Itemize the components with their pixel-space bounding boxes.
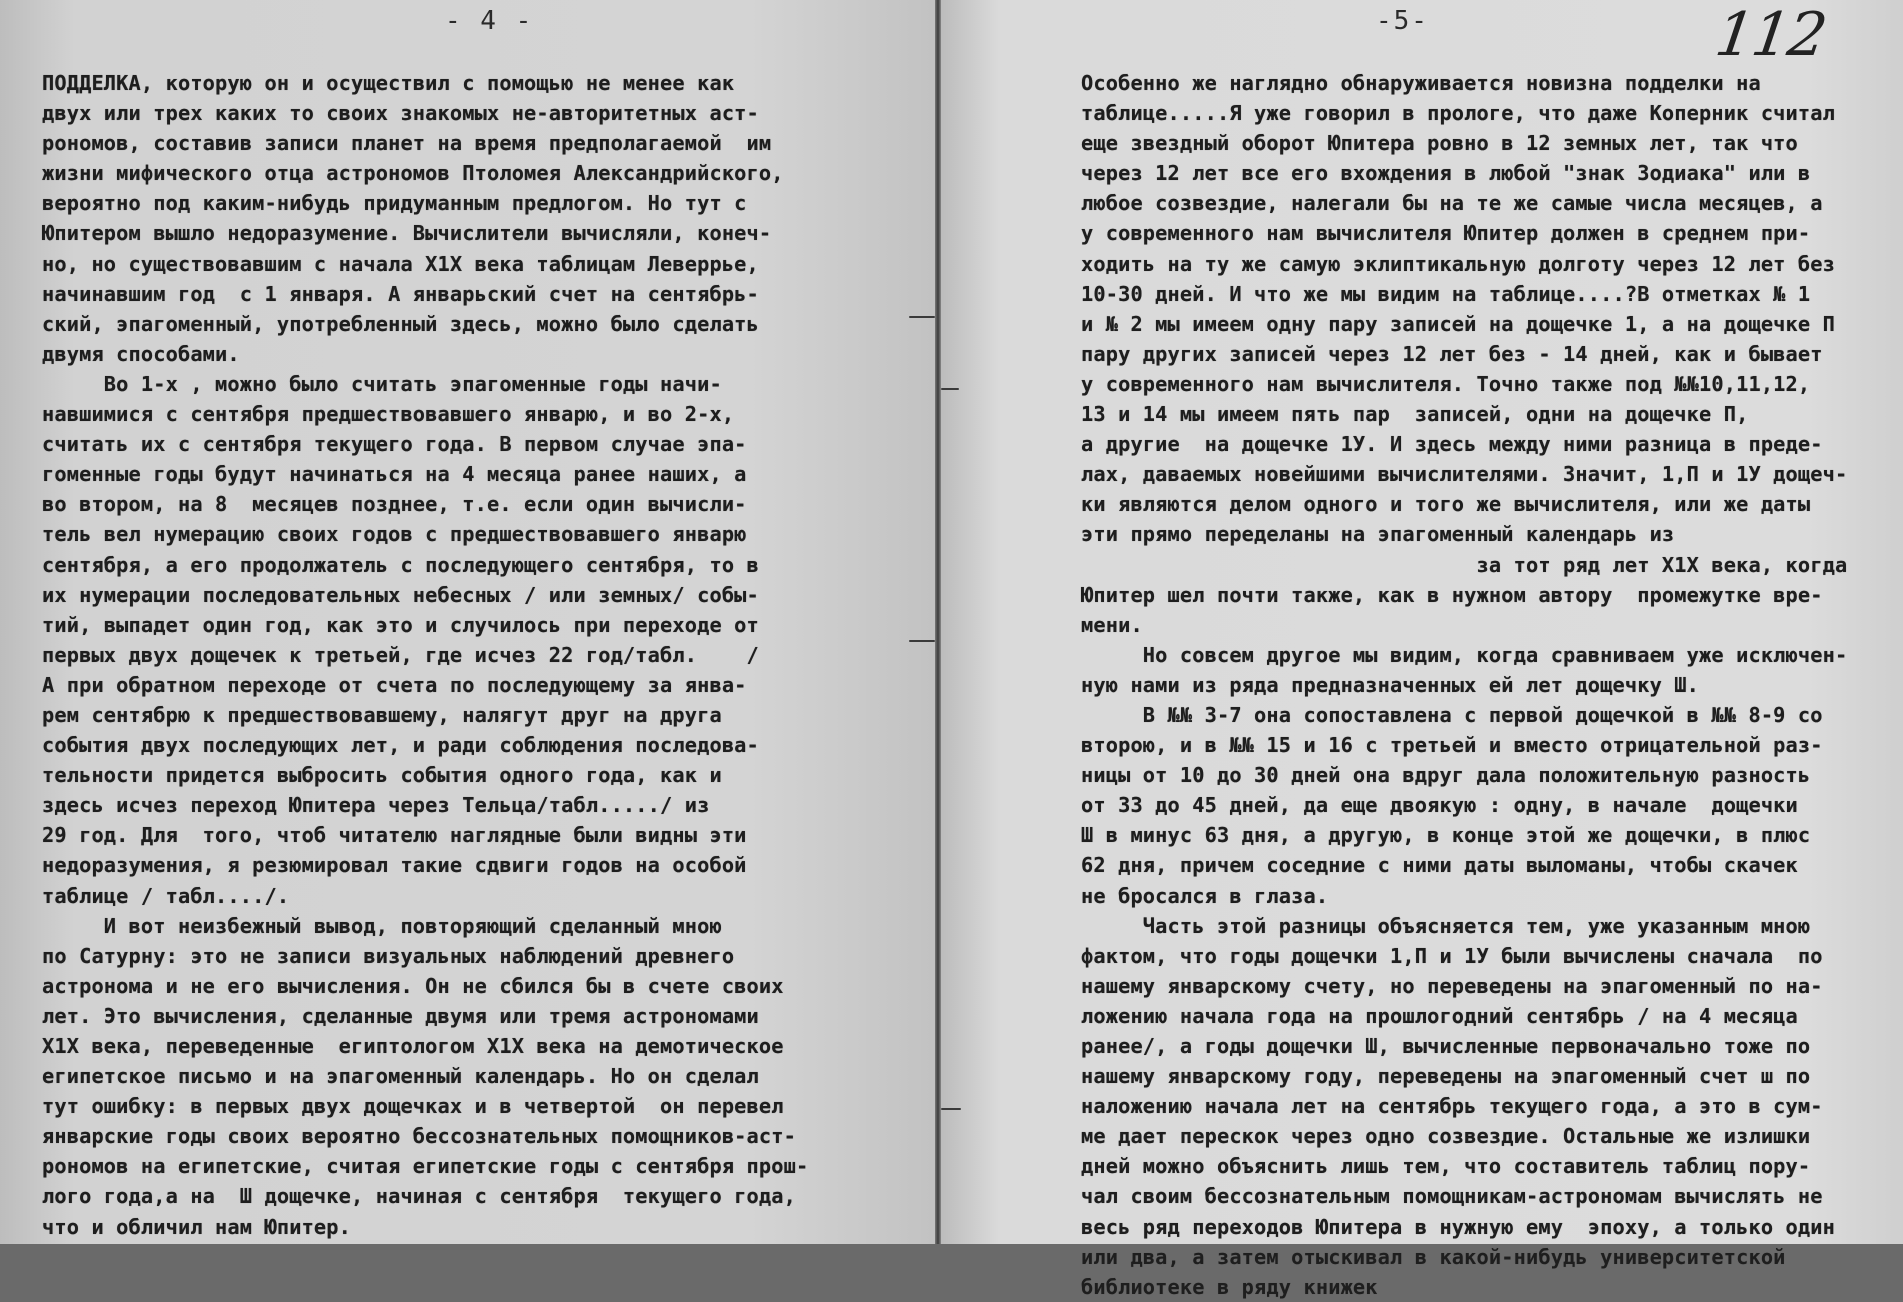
left-page — [0, 0, 935, 1244]
text-line: Но совсем другое мы видим, когда сравниваем уже исключен- — [1081, 642, 1848, 667]
text-line: не бросался в глаза. — [1081, 883, 1329, 908]
text-line: здесь исчез переход Юпитера через Тельца/табл...../ из — [42, 793, 710, 818]
text-line: таблице.....Я уже говорил в прологе, что даже Коперник считал — [1081, 101, 1835, 126]
text-line: двух или трех каких то своих знакомых не-авторитетных аст- — [42, 101, 759, 126]
text-line: рем сентябрю к предшествовавшему, налягут друг на друга — [42, 702, 722, 727]
text-line: гоменные годы будут начинаться на 4 месяца ранее наших, а — [42, 462, 747, 487]
text-line: ки являются делом одного и того же вычислителя, или же даты — [1081, 492, 1811, 517]
text-line: недоразумения, я резюмировал такие сдвиги годов на особой — [42, 853, 747, 878]
binding-mark — [909, 316, 935, 318]
text-line: второю, и в №№ 15 и 16 с третьей и вместо отрицательной раз- — [1081, 733, 1823, 758]
text-line: Часть этой разницы объясняется тем, уже указанным мною — [1081, 913, 1811, 938]
text-line: январские годы своих вероятно бессознательных помощников-аст- — [42, 1124, 796, 1149]
text-line: за тот ряд лет Х1Х века, когда — [1081, 552, 1848, 577]
text-line: считать их с сентября текущего года. В первом случае эпа- — [42, 432, 747, 457]
text-line: Х1Х века, переведенные египтологом Х1Х века на демотическое — [42, 1034, 784, 1058]
text-line: тут ошибку: в первых двух дощечках и в четвертой он перевел — [42, 1094, 784, 1119]
text-line: 29 год. Для того, чтоб читателю наглядные были видны эти — [42, 823, 747, 848]
binding-mark — [941, 388, 959, 390]
text-line: их нумерации последовательных небесных / или земных/ собы- — [42, 582, 759, 607]
text-line: лет. Это вычисления, сделанные двумя или тремя астрономами — [42, 1003, 759, 1028]
text-line: события двух последующих лет, и ради соблюдения последова- — [42, 733, 759, 758]
page-number-left: - 4 - — [445, 6, 534, 36]
text-line: начинавшим год с 1 января. А январьский счет на сентябрь- — [42, 281, 759, 306]
text-line: рономов на египетские, считая египетские годы с сентября прош- — [42, 1154, 809, 1179]
text-line: дней можно объяснить лишь тем, что составитель таблиц пору- — [1081, 1154, 1811, 1179]
text-line: пару других записей через 12 лет без - 14 дней, как и бывает — [1081, 341, 1823, 366]
right-page-text — [1081, 68, 1875, 1302]
text-line: библиотеке в ряду книжек — [1081, 1274, 1378, 1299]
text-line: А при обратном переходе от счета по последующему за янва- — [42, 672, 747, 697]
text-line: ложению начала года на прошлогодний сентябрь / на 4 месяца — [1081, 1003, 1798, 1028]
text-line: ский, эпагоменный, употребленный здесь, можно было сделать — [42, 311, 759, 336]
binding-mark — [941, 1108, 961, 1110]
text-line: любое созвездие, налегали бы на те же самые числа месяцев, а — [1081, 191, 1823, 216]
text-line: у современного нам вычислителя Юпитер должен в среднем при- — [1081, 221, 1811, 246]
text-line: во втором, на 8 месяцев позднее, т.е. если один вычисли- — [42, 492, 747, 517]
text-line: В №№ 3-7 она сопоставлена с первой дощечкой в №№ 8-9 со — [1081, 702, 1823, 727]
text-line: 13 и 14 мы имеем пять пар записей, одни на дощечке П, — [1081, 402, 1749, 427]
text-line: тельности придется выбросить события одного года, как и — [42, 763, 722, 788]
text-line: жизни мифического отца астрономов Птоломея Александрийского, — [42, 161, 784, 186]
text-line: у современного нам вычислителя. Точно также под №№10,11,12, — [1081, 371, 1811, 396]
text-line: лах, даваемых новейшими вычислителями. Значит, 1,П и 1У дощеч- — [1081, 462, 1848, 487]
text-line: что и обличил нам Юпитер. — [42, 1214, 352, 1239]
text-line: но, но существовавшим с начала Х1Х века таблицам Леверрье, — [42, 251, 759, 276]
text-line: 62 дня, причем соседние с ними даты выломаны, чтобы скачек — [1081, 853, 1798, 878]
text-line: первых двух дощечек к третьей, где исчез 22 год/табл. / — [42, 642, 759, 667]
text-line: фактом, что годы дощечки 1,П и 1У были вычислены сначала по — [1081, 943, 1823, 968]
text-line: навшимися с сентября предшествовавшего январю, и во 2-х, — [42, 402, 735, 427]
text-line: астронома и не его вычисления. Он не сбился бы в счете своих — [42, 973, 784, 998]
binding-mark — [909, 640, 935, 642]
text-line: И вот неизбежный вывод, повторяющий сделанный мною — [42, 913, 722, 938]
text-line: тий, выпадет один год, как это и случилось при переходе от — [42, 612, 759, 637]
text-line: вероятно под каким-нибудь придуманным предлогом. Но тут с — [42, 191, 747, 216]
text-line: от 33 до 45 дней, да еще двоякую : одну, в начале дощечки — [1081, 793, 1798, 818]
text-line: ме дает перескок через одно созвездие. Остальные же излишки — [1081, 1124, 1811, 1149]
text-line: тель вел нумерацию своих годов с предшествовавшего январю — [42, 522, 747, 547]
text-line: ранее/, а годы дощечки Ш, вычисленные первоначально тоже по — [1081, 1034, 1811, 1058]
text-line: таблице / табл..../. — [42, 883, 290, 908]
text-line: эти прямо переделаны на эпагоменный календарь из — [1081, 522, 1675, 547]
text-line: через 12 лет все его вхождения в любой "знак Зодиака" или в — [1081, 161, 1811, 186]
text-line: наложению начала лет на сентябрь текущего года, а это в сум- — [1081, 1094, 1823, 1119]
text-line: или два, а затем отыскивал в какой-нибудь университетской — [1081, 1244, 1786, 1269]
text-line: по Сатурну: это не записи визуальных наблюдений древнего — [42, 943, 735, 968]
text-line: ницы от 10 до 30 дней она вдруг дала положительную разность — [1081, 763, 1811, 788]
handwritten-folio-number: 112 — [1711, 0, 1830, 70]
text-line: ную нами из ряда предназначенных ей лет дощечку Ш. — [1081, 672, 1700, 697]
text-line: двумя способами. — [42, 341, 240, 366]
text-line: Особенно же наглядно обнаруживается новизна подделки на — [1081, 71, 1761, 95]
page-number-right: -5- — [1376, 6, 1429, 36]
left-page-text — [42, 68, 875, 1242]
text-line: еще звездный оборот Юпитера ровно в 12 земных лет, так что — [1081, 131, 1798, 156]
text-line: нашему январскому счету, но переведены на эпагоменный по на- — [1081, 973, 1823, 998]
text-line: весь ряд переходов Юпитера в нужную ему эпоху, а только один — [1081, 1214, 1835, 1239]
text-line: Юпитером вышло недоразумение. Вычислители вычисляли, конеч- — [42, 221, 772, 246]
text-line: мени. — [1081, 612, 1143, 637]
text-line: и № 2 мы имеем одну пару записей на дощечке 1, а на дощечке П — [1081, 311, 1835, 336]
text-line: сентября, а его продолжатель с последующего сентября, то в — [42, 552, 759, 577]
text-line: Во 1-х , можно было считать эпагоменные годы начи- — [42, 371, 722, 396]
text-line: Юпитер шел почти также, как в нужном автору промежутке вре- — [1081, 582, 1823, 607]
text-line: Ш в минус 63 дня, а другую, в конце этой же дощечки, в плюс — [1081, 823, 1811, 848]
text-line: ПОДДЕЛКА, которую он и осуществил с помощью не менее как — [42, 71, 735, 95]
text-line: а другие на дощечке 1У. И здесь между ними разница в преде- — [1081, 432, 1823, 457]
text-line: египетское письмо и на эпагоменный календарь. Но он сделал — [42, 1064, 759, 1089]
text-line: рономов, составив записи планет на время предполагаемой им — [42, 131, 772, 156]
text-line: лого года,а на Ш дощечке, начиная с сентября текущего года, — [42, 1184, 796, 1209]
text-line: ходить на ту же самую эклиптикальную долготу через 12 лет без — [1081, 251, 1835, 276]
text-line: чал своим бессознательным помощникам-астрономам вычислять не — [1081, 1184, 1823, 1209]
right-page — [941, 0, 1903, 1299]
text-line: 10-30 дней. И что же мы видим на таблице....?В отметках № 1 — [1081, 281, 1811, 306]
text-line: нашему январскому году, переведены на эпагоменный счет ш по — [1081, 1064, 1811, 1089]
